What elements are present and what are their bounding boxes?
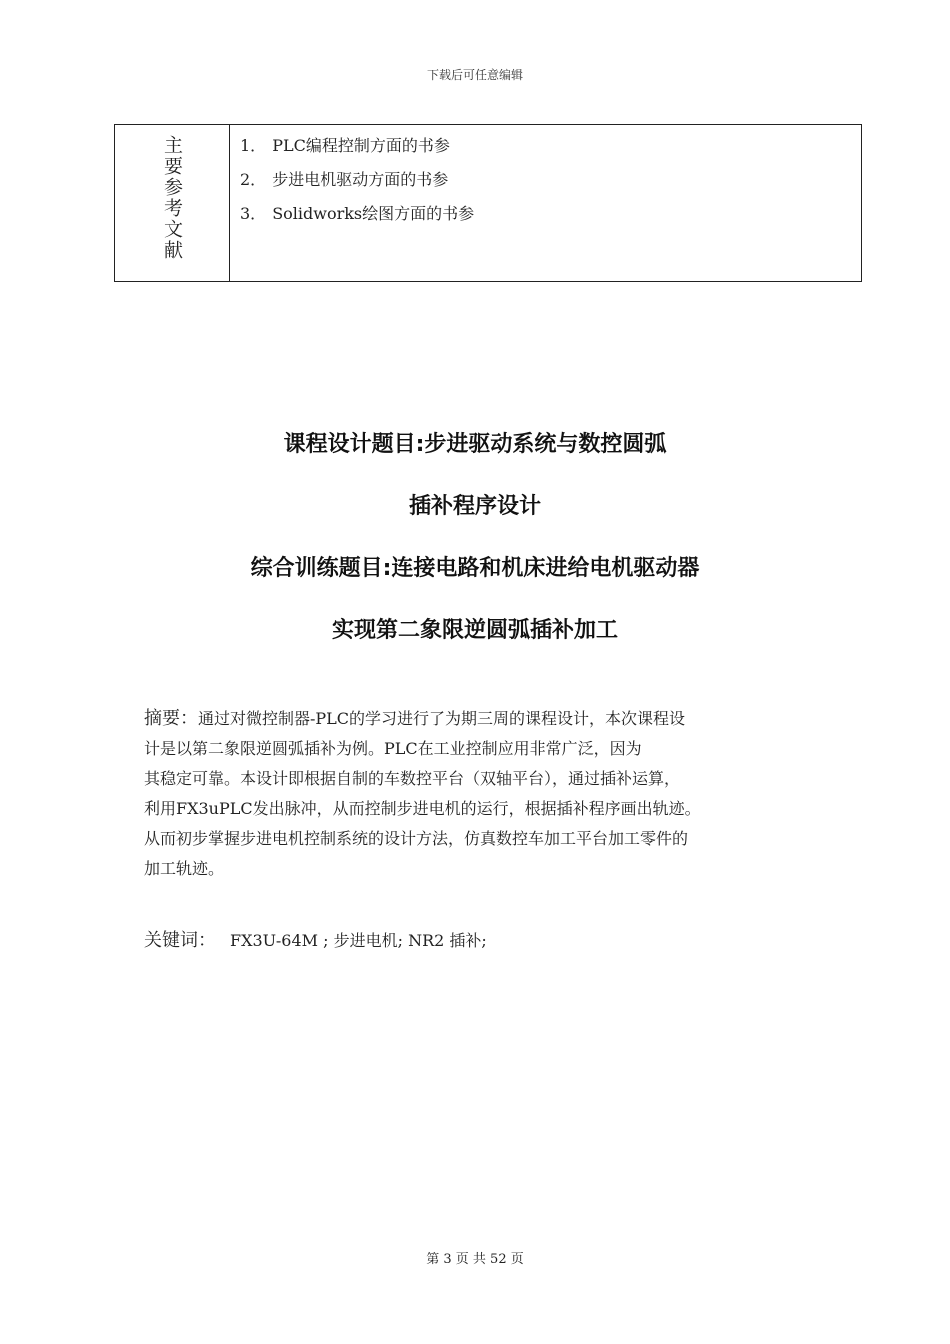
abstract-line: 计是以第二象限逆圆弧插补为例。PLC在工业控制应用非常广泛，因为: [144, 739, 642, 758]
reference-item: [240, 163, 861, 197]
course-title-line: 插补程序设计: [408, 494, 541, 519]
references-list: [230, 125, 861, 281]
reference-text: Solidworks绘图方面的书参: [272, 204, 475, 223]
reference-text: PLC编程控制方面的书参: [272, 136, 450, 155]
abstract-line: 加工轨迹。: [144, 859, 225, 878]
page-number: 第 3 页 共 52 页: [426, 1252, 524, 1267]
reference-number: 2．: [240, 170, 267, 189]
reference-number: 1．: [240, 136, 267, 155]
course-title-line: 课程设计题目:步进驱动系统与数控圆弧: [283, 432, 667, 457]
training-title-line: 综合训练题目:连接电路和机床进给电机驱动器: [250, 556, 700, 581]
keywords: [144, 926, 487, 952]
abstract-line: [144, 704, 810, 734]
references-table: [114, 124, 862, 282]
reference-item: [240, 197, 861, 231]
abstract-text: 通过对微控制器-PLC的学习进行了为期三周的课程设计，本次课程设: [198, 709, 686, 728]
header-note: 下载后可任意编辑: [426, 68, 523, 82]
abstract-line: 利用FX3uPLC发出脉冲，从而控制步进电机的运行，根据插补程序画出轨迹。: [144, 799, 701, 818]
abstract-line: 其稳定可靠。本设计即根据自制的车数控平台（双轴平台），通过插补运算，: [144, 769, 681, 788]
reference-item: [240, 129, 861, 163]
abstract-label: 摘要：: [144, 708, 198, 729]
abstract-line: 从而初步掌握步进电机控制系统的设计方法，仿真数控车加工平台加工零件的: [144, 829, 689, 848]
reference-text: 步进电机驱动方面的书参: [272, 170, 449, 189]
keywords-value: FX3U-64M ; 步进电机; NR2 插补;: [230, 931, 487, 950]
references-label-cell: [115, 125, 230, 281]
title-block: [0, 420, 950, 668]
keywords-label: 关键词：: [144, 930, 216, 951]
abstract: [144, 704, 810, 884]
references-label: 主要参考文献: [161, 135, 183, 261]
reference-number: 3．: [240, 204, 267, 223]
training-title-line: 实现第二象限逆圆弧插补加工: [331, 618, 618, 643]
